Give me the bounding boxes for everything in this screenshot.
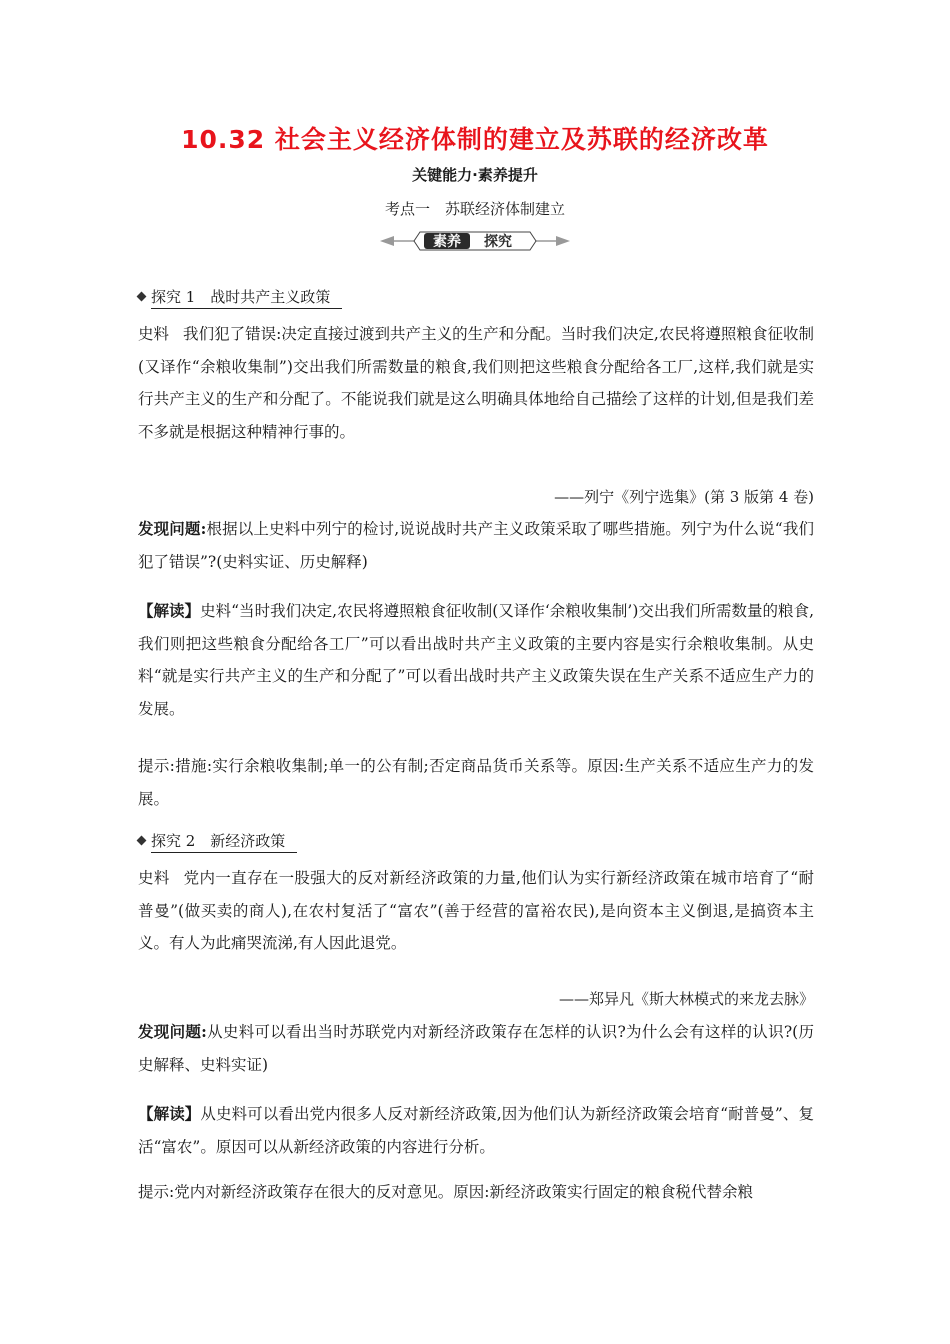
faxian-label: 发现问题: bbox=[138, 1022, 207, 1041]
faxian-label: 发现问题: bbox=[138, 519, 207, 538]
section1-faxian bbox=[138, 513, 814, 578]
banner-label-left: 素养 bbox=[433, 234, 461, 250]
shiliao-label: 史料 bbox=[138, 869, 170, 887]
section1-shiliao bbox=[138, 318, 814, 448]
jiedu-label: 【解读】 bbox=[138, 601, 201, 620]
section1-tishi: 提示:措施:实行余粮收集制;单一的公有制;否定商品货币关系等。原因:生产关系不适应生产力的发展。 bbox=[138, 757, 814, 808]
banner-label-right: 探究 bbox=[484, 234, 512, 250]
section1-source: ——列宁《列宁选集》(第 3 版第 4 卷) bbox=[554, 488, 814, 506]
kaodian-heading: 考点一 苏联经济体制建立 bbox=[384, 200, 565, 218]
suyang-tanjiu-banner bbox=[380, 228, 570, 254]
jiedu-label: 【解读】 bbox=[138, 1104, 201, 1123]
jiedu-text: 从史料可以看出党内很多人反对新经济政策,因为他们认为新经济政策会培育“耐普曼”、复活“富农”。原因可以从新经济政策的内容进行分析。 bbox=[138, 1105, 814, 1156]
diamond-bullet-icon bbox=[137, 835, 147, 845]
section2-faxian bbox=[138, 1016, 814, 1081]
section2-title: 探究 2 新经济政策 bbox=[151, 832, 297, 853]
shiliao-text: 我们犯了错误:决定直接过渡到共产主义的生产和分配。当时我们决定,农民将遵照粮食征收制(又译作“余粮收集制”)交出我们所需数量的粮食,我们则把这些粮食分配给各工厂,这样,我们就是实行共产主义的生产和分配了。不能说我们就是这么明确具体地给自己描绘了这样的计划,但是我们差不多就是根据这种精神行事的。 bbox=[138, 325, 814, 441]
section2-jiedu bbox=[138, 1098, 814, 1163]
faxian-text: 从史料可以看出当时苏联党内对新经济政策存在怎样的认识?为什么会有这样的认识?(历史解释、史料实证) bbox=[138, 1023, 814, 1074]
section-subtitle: 关键能力·素养提升 bbox=[412, 166, 538, 184]
section1-jiedu bbox=[138, 595, 814, 725]
section2-heading bbox=[138, 830, 297, 851]
section2-source: ——郑异凡《斯大林模式的来龙去脉》 bbox=[558, 990, 814, 1008]
faxian-text: 根据以上史料中列宁的检讨,说说战时共产主义政策采取了哪些措施。列宁为什么说“我们犯了错误”?(史料实证、历史解释) bbox=[138, 520, 814, 571]
section2-tishi: 提示:党内对新经济政策存在很大的反对意见。原因:新经济政策实行固定的粮食税代替余粮 bbox=[138, 1183, 753, 1201]
page-title: 10.32 社会主义经济体制的建立及苏联的经济改革 bbox=[181, 125, 769, 154]
section2-shiliao bbox=[138, 862, 814, 960]
shiliao-text: 党内一直存在一股强大的反对新经济政策的力量,他们认为实行新经济政策在城市培育了“耐普曼”(做买卖的商人),在农村复活了“富农”(善于经营的富裕农民),是向资本主义倒退,是搞资本主义。有人为此痛哭流涕,有人因此退党。 bbox=[138, 869, 814, 952]
section1-title: 探究 1 战时共产主义政策 bbox=[151, 288, 342, 309]
jiedu-text: 史料“当时我们决定,农民将遵照粮食征收制(又译作‘余粮收集制’)交出我们所需数量的粮食,我们则把这些粮食分配给各工厂”可以看出战时共产主义政策的主要内容是实行余粮收集制。从史料“就是实行共产主义的生产和分配了”可以看出战时共产主义政策失误在生产关系不适应生产力的发展。 bbox=[138, 602, 814, 718]
shiliao-label: 史料 bbox=[138, 325, 170, 343]
diamond-bullet-icon bbox=[137, 291, 147, 301]
section1-heading bbox=[138, 286, 342, 307]
